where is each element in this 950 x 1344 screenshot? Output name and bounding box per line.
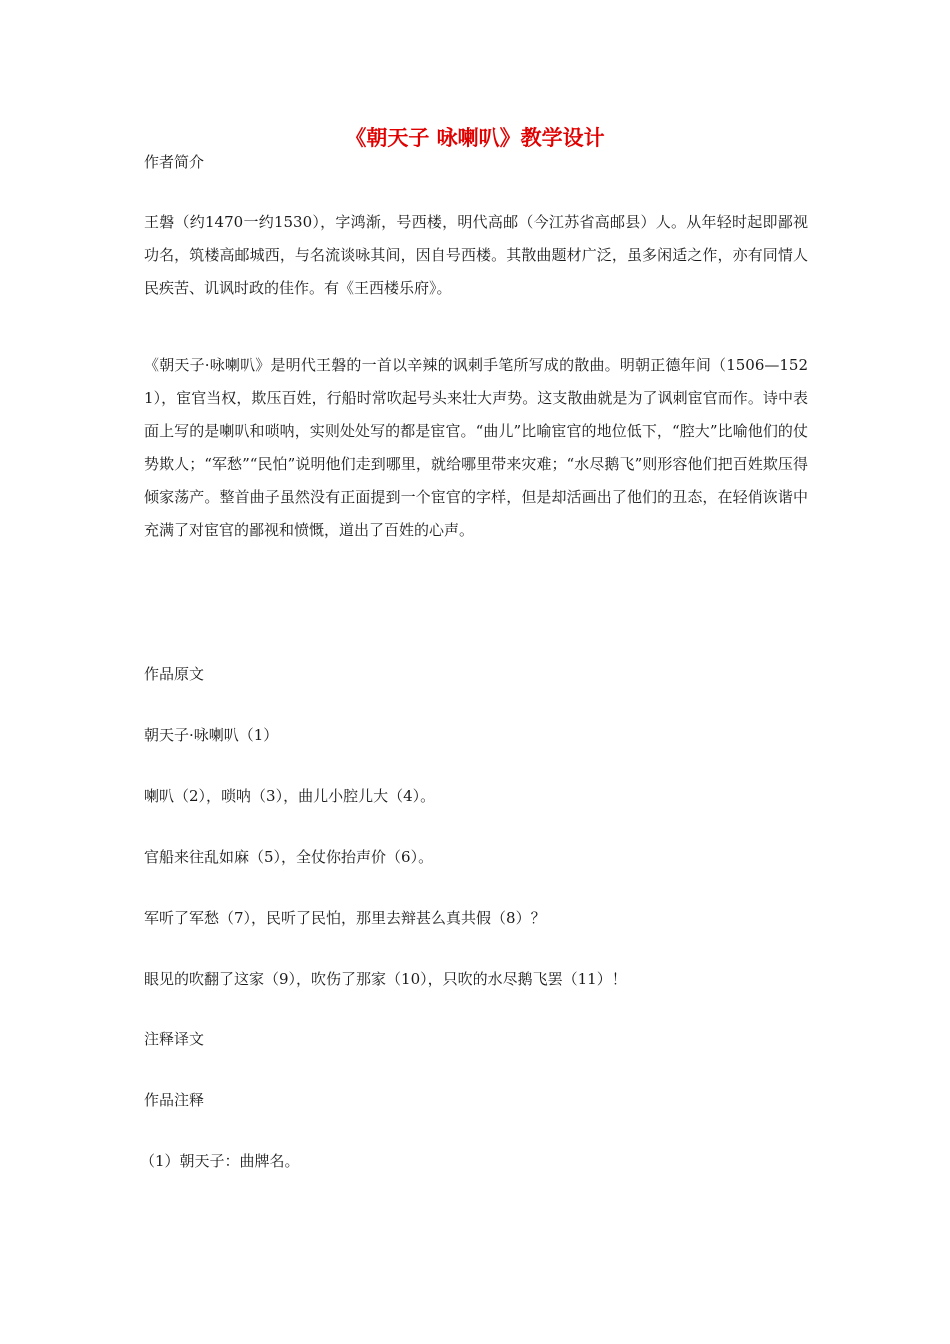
section-heading-author: 作者简介 <box>144 153 205 171</box>
section-heading-translation: 注释译文 <box>144 1030 205 1048</box>
work-paragraph: 《朝天子·咏喇叭》是明代王磐的一首以辛辣的讽刺手笔所写成的散曲。明朝正德年间（1506—1521），宦官当权，欺压百姓，行船时常吹起号头来壮大声势。这支散曲就是为了讽刺宦官而作。诗中表面上写的是喇叭和唢呐，实则处处写的都是宦官。“曲儿”比喻宦官的地位低下，“腔大”比喻他们的仗势欺人；“军愁”“民怕”说明他们走到哪里，就给哪里带来灾难；“水尽鹅飞”则形容他们把百姓欺压得倾家荡产。整首曲子虽然没有正面提到一个宦官的字样，但是却活画出了他们的丑态，在轻俏诙谐中充满了对宦官的鄙视和愤慨，道出了百姓的心声。 <box>144 356 808 539</box>
poem-line: 军听了军愁（7），民听了民怕，那里去辩甚么真共假（8）？ <box>144 909 546 927</box>
poem-line: 眼见的吹翻了这家（9），吹伤了那家（10），只吹的水尽鹅飞罢（11）！ <box>144 970 627 988</box>
author-paragraph: 王磐（约1470一约1530），字鸿渐，号西楼，明代高邮（今江苏省高邮县）人。从年轻时起即鄙视功名，筑楼高邮城西，与名流谈咏其间，因自号西楼。其散曲题材广泛，虽多闲适之作，亦有同情人民疾苦、讥讽时政的佳作。有《王西楼乐府》。 <box>144 213 808 297</box>
section-heading-original: 作品原文 <box>144 665 205 683</box>
note-item: （1）朝天子：曲牌名。 <box>140 1152 300 1170</box>
poem-line: 官船来往乱如麻（5），全仗你抬声价（6）。 <box>144 848 434 866</box>
document-title: 《朝天子 咏喇叭》教学设计 <box>345 126 605 150</box>
poem-line: 喇叭（2），唢呐（3），曲儿小腔儿大（4）。 <box>144 787 436 805</box>
section-heading-notes: 作品注释 <box>144 1091 205 1109</box>
poem-title: 朝天子·咏喇叭（1） <box>144 726 279 744</box>
